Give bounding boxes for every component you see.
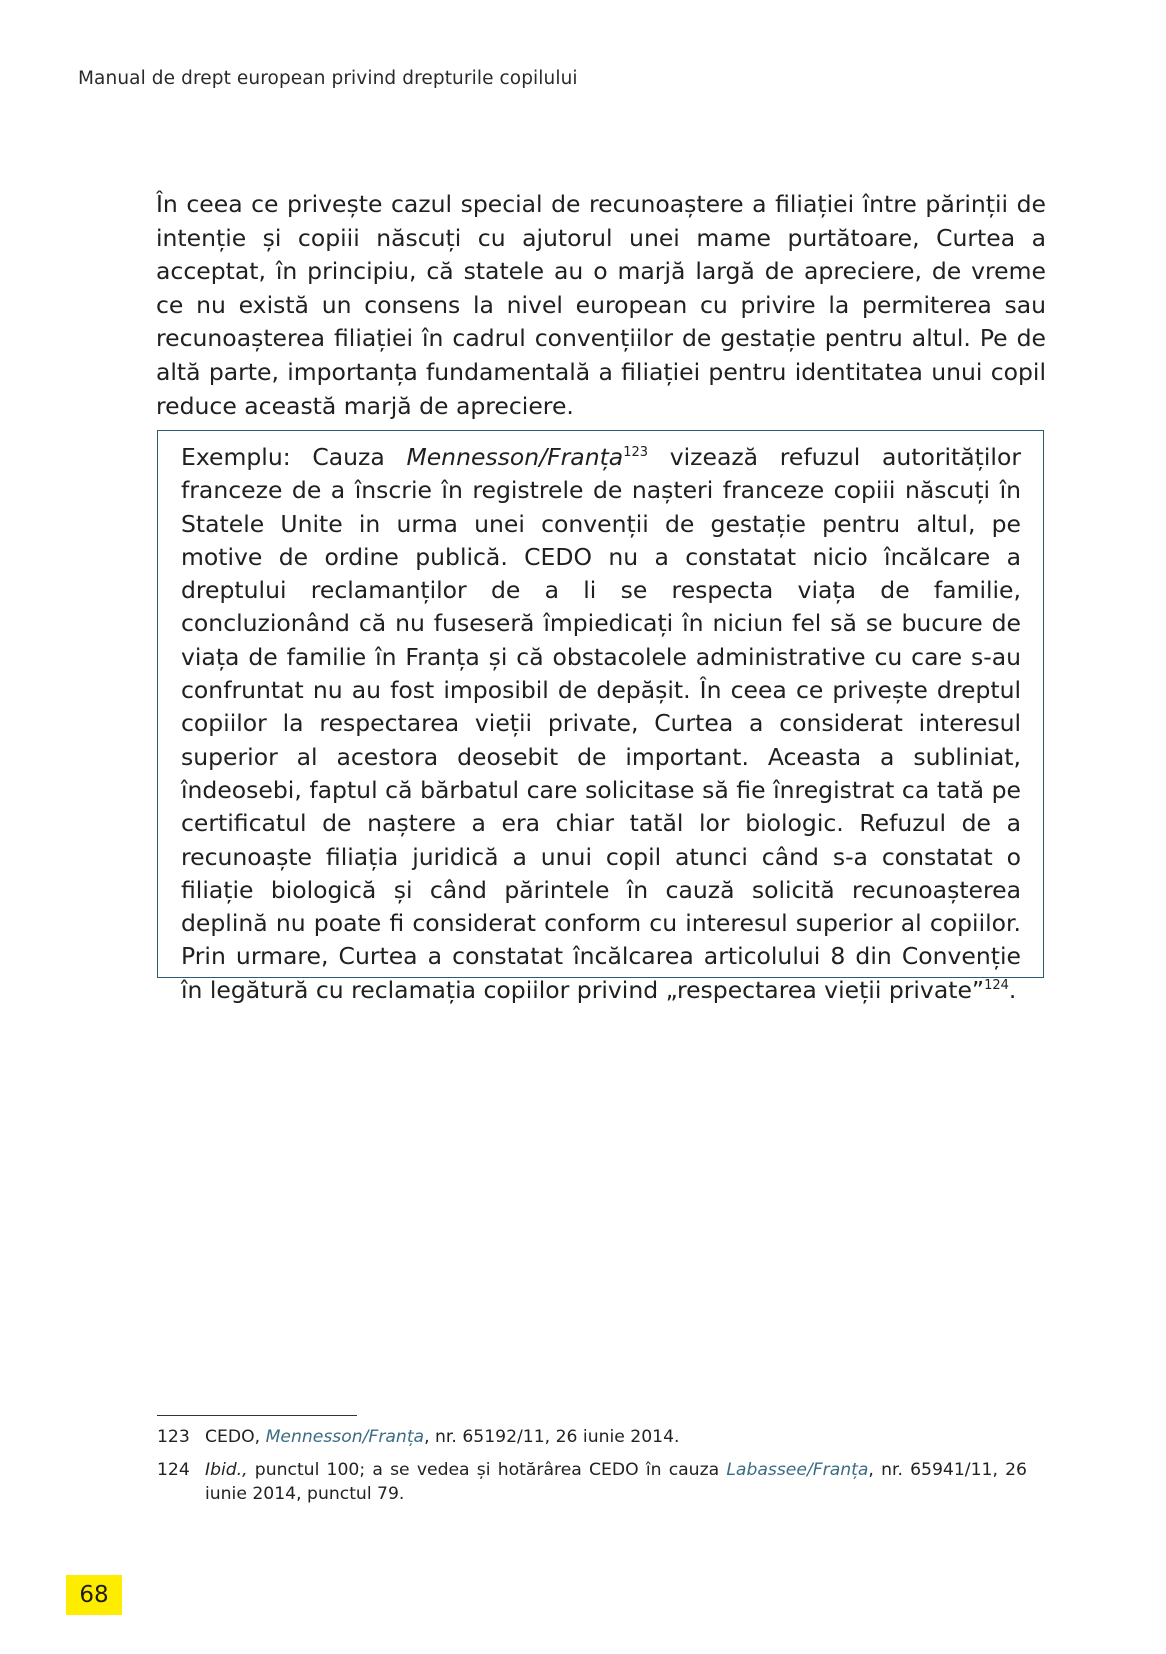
footnote-suffix: , nr. 65941/11, 26 iunie 2014, punctul 79. [205, 1460, 1027, 1504]
footnote-number: 123 [157, 1427, 190, 1447]
example-end-punct: . [1008, 975, 1017, 1004]
page-number: 68 [79, 1582, 109, 1608]
footnote-123 [157, 1425, 1027, 1449]
page-number-badge [66, 1575, 122, 1615]
footnote-ref-124[interactable]: 124 [984, 977, 1009, 993]
intro-paragraph: În ceea ce privește cazul special de recunoaștere a filiației între părinții de intenție și copiii născuți cu ajutorul unei mame purtătoare, Curtea a acceptat, în principiu, că statele au o marjă largă de apreciere, de vreme ce nu există un consens la nivel european cu privire la permiterea sau recunoașterea filiației în cadrul convențiilor de gestație pentru altul. Pe de altă parte, importanța fundamentală a filiației pentru identitatea unui copil reduce această marjă de apreciere. [156, 190, 1046, 420]
example-box [157, 430, 1044, 1004]
example-prefix: Exemplu: Cauza [181, 443, 407, 471]
footnote-124 [157, 1458, 1027, 1506]
case-link-mennesson[interactable]: Mennesson/Franța [265, 1427, 425, 1447]
footnote-body [205, 1425, 1027, 1449]
footnote-prefix: CEDO, [205, 1427, 266, 1447]
footnote-suffix: , nr. 65192/11, 26 iunie 2014. [424, 1427, 680, 1447]
footnote-number: 124 [157, 1460, 190, 1480]
footnote-ref-123[interactable]: 123 [623, 445, 649, 461]
footnote-divider [157, 1415, 357, 1416]
footnote-ibid: Ibid., [205, 1460, 248, 1480]
example-text [181, 441, 1021, 1007]
footnote-prefix: punctul 100; a se vedea și hotărârea CEDO în cauza [247, 1460, 727, 1480]
footnote-body [205, 1458, 1027, 1506]
running-header: Manual de drept european privind drepturile copilului [78, 68, 578, 89]
example-case-name: Mennesson/Franța [406, 443, 624, 471]
example-body: vizează refuzul autorităților franceze de a înscrie în registrele de nașteri franceze copiii născuți în Statele Unite in urma unei convenții de gestație pentru altul, pe motive de ordine publică. CEDO nu a constatat nicio încălcare a dreptului reclamanților de a li se respecta viața de familie, concluzionând că nu fuseseră împiedicați în niciun fel să se bucure de viața de familie în Franța și că obstacolele administrative cu care s-au confruntat nu au fost imposibil de depășit. În ceea ce privește dreptul copiilor la respectarea vieții private, Curtea a considerat interesul superior al acestora deosebit de important. Aceasta a subliniat, îndeosebi, faptul că bărbatul care solicitase să fie înregistrat ca tată pe certificatul de naștere a era chiar tatăl lor biologic. Refuzul de a recunoaște filiația juridică a unui copil atunci când s-a constatat o filiație biologică și când părintele în cauză solicită recunoașterea deplină nu poate fi considerat conform cu interesul superior al copiilor. Prin urmare, Curtea a constatat încălcarea articolului 8 din Convenție în legătură cu reclamația copiilor privind „respectarea vieții private” [181, 443, 1021, 1004]
case-link-labassee[interactable]: Labassee/Franța [726, 1460, 869, 1480]
